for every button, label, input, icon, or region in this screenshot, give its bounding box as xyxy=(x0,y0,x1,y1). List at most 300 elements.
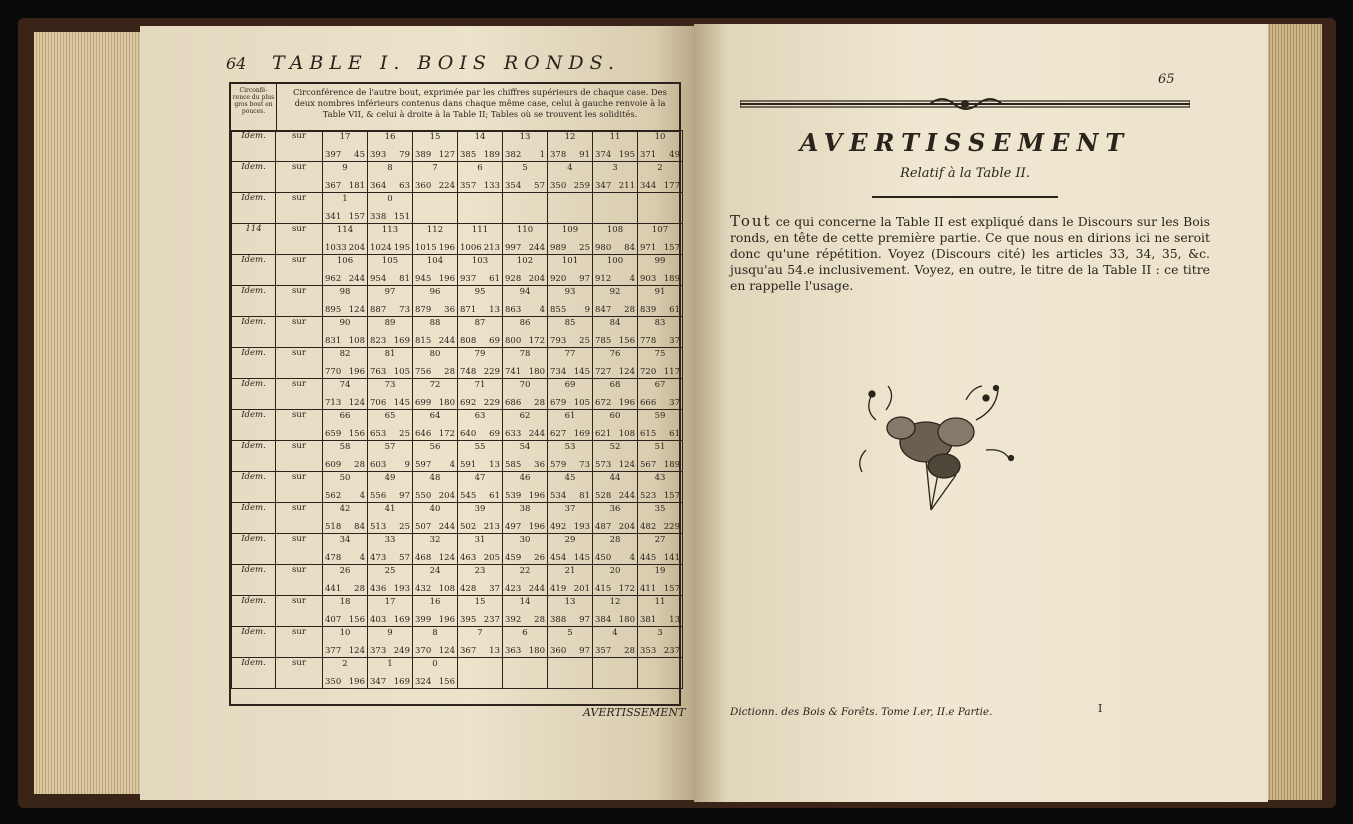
table-cell xyxy=(323,162,368,193)
cell-circumference: 87 xyxy=(474,318,486,328)
cell-ref-table-vii: 686 xyxy=(505,398,522,408)
cell-circumference: 110 xyxy=(516,225,534,235)
cell-ref-table-vii: 734 xyxy=(550,367,567,377)
table-cell xyxy=(638,379,683,410)
table-header xyxy=(231,84,679,132)
cell-circumference: 90 xyxy=(339,318,351,328)
cell-ref-table-vii: 428 xyxy=(460,584,477,594)
cell-ref-table-ii: 237 xyxy=(483,615,500,625)
cell-circumference: 80 xyxy=(429,349,441,359)
cell-ref-table-ii: 36 xyxy=(534,460,545,470)
cell-circumference: 17 xyxy=(339,132,351,142)
cell-circumference: 96 xyxy=(429,287,441,297)
signature-mark: I xyxy=(1098,702,1103,715)
table-cell xyxy=(323,379,368,410)
cell-ref-table-ii: 229 xyxy=(483,398,500,408)
cell-circumference: 98 xyxy=(339,287,351,297)
notice-title: AVERTISSEMENT xyxy=(799,128,1131,157)
table-cell xyxy=(638,503,683,534)
cell-ref-table-ii: 61 xyxy=(489,491,500,501)
title-rule xyxy=(872,196,1058,198)
cell-ref-table-vii: 912 xyxy=(595,274,612,284)
row-label: Idem. xyxy=(232,627,276,658)
table-cell xyxy=(323,193,368,224)
table-cell xyxy=(638,193,683,224)
cell-ref-table-ii: 79 xyxy=(399,150,410,160)
table-cell xyxy=(368,224,413,255)
cell-ref-table-ii: 63 xyxy=(399,181,410,191)
cell-ref-table-ii: 97 xyxy=(579,615,590,625)
cell-ref-table-ii: 145 xyxy=(573,367,590,377)
cell-circumference: 89 xyxy=(384,318,396,328)
cell-circumference: 101 xyxy=(561,256,579,266)
cell-ref-table-ii: 229 xyxy=(483,367,500,377)
cell-ref-table-vii: 513 xyxy=(370,522,387,532)
row-label: Idem. xyxy=(232,534,276,565)
table-cell xyxy=(368,658,413,689)
cell-ref-table-ii: 57 xyxy=(399,553,410,563)
cell-ref-table-ii: 224 xyxy=(438,181,455,191)
table-cell xyxy=(638,348,683,379)
cell-ref-table-vii: 360 xyxy=(415,181,432,191)
table-cell xyxy=(458,534,503,565)
table-cell xyxy=(368,193,413,224)
cell-ref-table-ii: 193 xyxy=(393,584,410,594)
cell-circumference: 2 xyxy=(657,163,663,173)
cell-ref-table-vii: 989 xyxy=(550,243,567,253)
cell-circumference: 50 xyxy=(339,473,351,483)
cell-circumference: 77 xyxy=(564,349,576,359)
cell-ref-table-vii: 545 xyxy=(460,491,477,501)
cell-ref-table-ii: 169 xyxy=(393,336,410,346)
row-label: 114 xyxy=(232,224,276,255)
row-label: Idem. xyxy=(232,565,276,596)
cell-ref-table-vii: 653 xyxy=(370,429,387,439)
cell-ref-table-ii: 196 xyxy=(438,615,455,625)
cell-ref-table-ii: 244 xyxy=(438,522,455,532)
cell-ref-table-vii: 354 xyxy=(505,181,522,191)
row-sur: sur xyxy=(276,410,323,441)
cell-ref-table-ii: 237 xyxy=(663,646,680,656)
row-sur: sur xyxy=(276,131,323,162)
cell-circumference: 86 xyxy=(519,318,531,328)
body-text: ce qui concerne la Table II est expliqué dans le Discours sur les Bois ronds, en tête de cette première partie. Ce que nous en dirions ici ne seroit donc qu'une répétition. Voyez (Discours cité) les articles 33, 34, 35, &c. jusqu'au 54.e inclusivement. Voyez, en outre, le titre de la Table II : ce titre en rappelle l'usage. xyxy=(730,214,1210,293)
cell-ref-table-ii: 4 xyxy=(629,274,635,284)
table-cell xyxy=(548,596,593,627)
cell-ref-table-vii: 350 xyxy=(550,181,567,191)
cell-ref-table-ii: 13 xyxy=(489,305,500,315)
cell-circumference: 6 xyxy=(522,628,528,638)
cell-circumference: 49 xyxy=(384,473,396,483)
cell-ref-table-vii: 887 xyxy=(370,305,387,315)
row-label: Idem. xyxy=(232,131,276,162)
cell-circumference: 39 xyxy=(474,504,486,514)
cell-ref-table-vii: 945 xyxy=(415,274,432,284)
cell-ref-table-vii: 367 xyxy=(460,646,477,656)
table-cell xyxy=(413,162,458,193)
table-cell xyxy=(413,410,458,441)
cell-ref-table-ii: 244 xyxy=(528,429,545,439)
table-cell xyxy=(368,565,413,596)
cell-ref-table-vii: 903 xyxy=(640,274,657,284)
table-cell xyxy=(638,441,683,472)
cell-ref-table-ii: 145 xyxy=(573,553,590,563)
cell-ref-table-ii: 244 xyxy=(618,491,635,501)
table-cell xyxy=(548,472,593,503)
table-cell xyxy=(548,224,593,255)
table-cell xyxy=(503,379,548,410)
cell-ref-table-ii: 25 xyxy=(579,243,590,253)
cell-circumference: 1 xyxy=(342,194,348,204)
cell-circumference: 16 xyxy=(384,132,396,142)
cell-ref-table-ii: 81 xyxy=(399,274,410,284)
cell-ref-table-vii: 871 xyxy=(460,305,477,315)
cell-ref-table-vii: 523 xyxy=(640,491,657,501)
row-label: Idem. xyxy=(232,379,276,410)
cell-ref-table-vii: 659 xyxy=(325,429,342,439)
cell-circumference: 7 xyxy=(477,628,483,638)
table-row xyxy=(232,193,683,224)
cell-ref-table-ii: 196 xyxy=(348,367,365,377)
cell-ref-table-vii: 879 xyxy=(415,305,432,315)
table-cell xyxy=(368,255,413,286)
body-lead: Tout xyxy=(730,212,772,230)
cell-ref-table-ii: 49 xyxy=(669,150,680,160)
cell-circumference: 94 xyxy=(519,287,531,297)
cell-ref-table-ii: 108 xyxy=(618,429,635,439)
cell-circumference: 40 xyxy=(429,504,441,514)
cell-circumference: 52 xyxy=(609,442,621,452)
cell-circumference: 27 xyxy=(654,535,666,545)
cell-circumference: 3 xyxy=(657,628,663,638)
cell-ref-table-ii: 124 xyxy=(618,460,635,470)
cell-ref-table-vii: 962 xyxy=(325,274,342,284)
row-sur: sur xyxy=(276,224,323,255)
table-cell xyxy=(458,627,503,658)
cell-ref-table-ii: 124 xyxy=(348,305,365,315)
table-cell xyxy=(413,131,458,162)
cell-ref-table-ii: 25 xyxy=(399,522,410,532)
cell-ref-table-vii: 367 xyxy=(325,181,342,191)
table-cell xyxy=(548,441,593,472)
cell-circumference: 93 xyxy=(564,287,576,297)
cell-circumference: 15 xyxy=(429,132,441,142)
cell-ref-table-ii: 229 xyxy=(663,522,680,532)
cell-ref-table-ii: 28 xyxy=(534,615,545,625)
table-cell xyxy=(413,193,458,224)
cell-circumference: 102 xyxy=(516,256,534,266)
cell-ref-table-vii: 487 xyxy=(595,522,612,532)
cell-ref-table-ii: 97 xyxy=(399,491,410,501)
catchword: AVERTISSEMENT xyxy=(583,706,686,719)
cell-circumference: 23 xyxy=(474,566,486,576)
cell-ref-table-ii: 13 xyxy=(489,460,500,470)
cell-ref-table-vii: 609 xyxy=(325,460,342,470)
table-cell xyxy=(368,379,413,410)
table-cell xyxy=(458,379,503,410)
cell-circumference: 8 xyxy=(432,628,438,638)
cell-circumference: 9 xyxy=(387,628,393,638)
cell-circumference: 84 xyxy=(609,318,621,328)
cell-ref-table-vii: 539 xyxy=(505,491,522,501)
cell-ref-table-ii: 195 xyxy=(618,150,635,160)
cell-ref-table-ii: 28 xyxy=(444,367,455,377)
table-cell xyxy=(413,317,458,348)
cell-ref-table-ii: 91 xyxy=(579,150,590,160)
table-cell xyxy=(593,162,638,193)
cell-ref-table-vii: 497 xyxy=(505,522,522,532)
page-edges-left xyxy=(34,32,142,794)
cell-ref-table-vii: 863 xyxy=(505,305,522,315)
cell-circumference: 66 xyxy=(339,411,351,421)
cell-circumference: 12 xyxy=(609,597,621,607)
cell-ref-table-ii: 105 xyxy=(393,367,410,377)
cell-ref-table-vii: 727 xyxy=(595,367,612,377)
table-cell xyxy=(638,162,683,193)
cell-circumference: 14 xyxy=(474,132,486,142)
cell-circumference: 46 xyxy=(519,473,531,483)
cell-ref-table-ii: 193 xyxy=(573,522,590,532)
cell-ref-table-ii: 124 xyxy=(438,646,455,656)
table-cell xyxy=(368,503,413,534)
left-page-number: 64 xyxy=(226,54,247,73)
cell-circumference: 62 xyxy=(519,411,531,421)
cell-circumference: 99 xyxy=(654,256,666,266)
table-cell xyxy=(458,286,503,317)
cell-ref-table-ii: 117 xyxy=(663,367,680,377)
cell-ref-table-vii: 382 xyxy=(505,150,522,160)
cell-ref-table-vii: 997 xyxy=(505,243,522,253)
row-label: Idem. xyxy=(232,410,276,441)
table-cell xyxy=(413,627,458,658)
table-cell xyxy=(503,627,548,658)
table-cell xyxy=(458,596,503,627)
table-cell xyxy=(458,658,503,689)
cell-circumference: 54 xyxy=(519,442,531,452)
table-cell xyxy=(413,441,458,472)
table-grid xyxy=(231,130,683,689)
cell-ref-table-vii: 478 xyxy=(325,553,342,563)
cell-ref-table-ii: 13 xyxy=(489,646,500,656)
table-cell xyxy=(638,472,683,503)
cell-circumference: 75 xyxy=(654,349,666,359)
cell-ref-table-ii: 196 xyxy=(438,274,455,284)
cell-circumference: 113 xyxy=(381,225,399,235)
cell-ref-table-vii: 615 xyxy=(640,429,657,439)
cell-ref-table-vii: 971 xyxy=(640,243,657,253)
table-cell xyxy=(593,441,638,472)
table-cell xyxy=(413,379,458,410)
table-cell xyxy=(548,193,593,224)
cell-circumference: 58 xyxy=(339,442,351,452)
cell-circumference: 2 xyxy=(342,659,348,669)
table-cell xyxy=(548,255,593,286)
cell-ref-table-vii: 371 xyxy=(640,150,657,160)
cell-ref-table-ii: 124 xyxy=(618,367,635,377)
table-cell xyxy=(413,348,458,379)
cell-ref-table-ii: 156 xyxy=(438,677,455,687)
cell-ref-table-vii: 579 xyxy=(550,460,567,470)
cell-circumference: 22 xyxy=(519,566,531,576)
notice-body xyxy=(730,213,1210,294)
cell-ref-table-vii: 360 xyxy=(550,646,567,656)
cell-ref-table-vii: 450 xyxy=(595,553,612,563)
cell-ref-table-vii: 338 xyxy=(370,212,387,222)
row-sur: sur xyxy=(276,379,323,410)
cell-circumference: 53 xyxy=(564,442,576,452)
header-left-cell: Circonfé-rence du plus gros bout en pouces. xyxy=(231,84,277,130)
cell-ref-table-vii: 381 xyxy=(640,615,657,625)
cell-ref-table-ii: 61 xyxy=(489,274,500,284)
cell-ref-table-vii: 847 xyxy=(595,305,612,315)
cell-circumference: 64 xyxy=(429,411,441,421)
cell-ref-table-ii: 9 xyxy=(404,460,410,470)
cell-ref-table-vii: 808 xyxy=(460,336,477,346)
cell-ref-table-vii: 692 xyxy=(460,398,477,408)
cell-circumference: 0 xyxy=(387,194,393,204)
table-cell xyxy=(323,348,368,379)
table-row xyxy=(232,286,683,317)
row-label: Idem. xyxy=(232,255,276,286)
table-row xyxy=(232,627,683,658)
table-cell xyxy=(593,255,638,286)
cell-circumference: 65 xyxy=(384,411,396,421)
cell-ref-table-vii: 763 xyxy=(370,367,387,377)
cell-ref-table-vii: 597 xyxy=(415,460,432,470)
cell-ref-table-vii: 1006 xyxy=(460,243,482,253)
cell-ref-table-ii: 244 xyxy=(438,336,455,346)
cell-ref-table-vii: 585 xyxy=(505,460,522,470)
cell-ref-table-ii: 81 xyxy=(579,491,590,501)
table-cell xyxy=(638,565,683,596)
table-cell xyxy=(503,131,548,162)
cell-circumference: 14 xyxy=(519,597,531,607)
table-cell xyxy=(503,596,548,627)
table-cell xyxy=(503,410,548,441)
cell-ref-table-ii: 13 xyxy=(669,615,680,625)
cell-circumference: 55 xyxy=(474,442,486,452)
flower-bouquet-icon xyxy=(846,380,1016,520)
table-cell xyxy=(323,627,368,658)
cell-circumference: 11 xyxy=(609,132,621,142)
cell-ref-table-ii: 9 xyxy=(584,305,590,315)
table-cell xyxy=(638,596,683,627)
cell-ref-table-ii: 196 xyxy=(618,398,635,408)
table-cell xyxy=(368,348,413,379)
row-sur: sur xyxy=(276,441,323,472)
cell-ref-table-ii: 213 xyxy=(483,522,500,532)
cell-ref-table-ii: 259 xyxy=(573,181,590,191)
table-cell xyxy=(458,503,503,534)
cell-circumference: 60 xyxy=(609,411,621,421)
cell-circumference: 97 xyxy=(384,287,396,297)
row-sur: sur xyxy=(276,503,323,534)
cell-ref-table-ii: 127 xyxy=(438,150,455,160)
row-label: Idem. xyxy=(232,503,276,534)
row-label: Idem. xyxy=(232,348,276,379)
cell-circumference: 6 xyxy=(477,163,483,173)
table-cell xyxy=(593,658,638,689)
table-cell xyxy=(323,441,368,472)
cell-ref-table-vii: 341 xyxy=(325,212,342,222)
cell-ref-table-vii: 419 xyxy=(550,584,567,594)
cell-ref-table-ii: 4 xyxy=(539,305,545,315)
cell-ref-table-ii: 1 xyxy=(539,150,545,160)
table-cell xyxy=(548,565,593,596)
cell-ref-table-ii: 36 xyxy=(444,305,455,315)
table-cell xyxy=(413,224,458,255)
cell-ref-table-ii: 180 xyxy=(528,646,545,656)
bois-ronds-table xyxy=(229,82,681,706)
table-row xyxy=(232,472,683,503)
cell-ref-table-vii: 403 xyxy=(370,615,387,625)
table-cell xyxy=(458,162,503,193)
cell-ref-table-ii: 172 xyxy=(438,429,455,439)
cell-circumference: 85 xyxy=(564,318,576,328)
cell-ref-table-ii: 124 xyxy=(438,553,455,563)
row-sur: sur xyxy=(276,658,323,689)
table-row xyxy=(232,441,683,472)
table-cell xyxy=(413,534,458,565)
cell-ref-table-ii: 28 xyxy=(354,584,365,594)
row-sur: sur xyxy=(276,286,323,317)
table-cell xyxy=(503,317,548,348)
cell-ref-table-vii: 679 xyxy=(550,398,567,408)
cell-circumference: 51 xyxy=(654,442,666,452)
table-cell xyxy=(593,534,638,565)
cell-ref-table-ii: 213 xyxy=(483,243,500,253)
table-cell xyxy=(593,317,638,348)
cell-ref-table-vii: 473 xyxy=(370,553,387,563)
ornament-band-icon xyxy=(740,96,1190,112)
table-cell xyxy=(323,658,368,689)
cell-ref-table-vii: 1024 xyxy=(370,243,392,253)
cell-ref-table-ii: 45 xyxy=(354,150,365,160)
cell-circumference: 29 xyxy=(564,535,576,545)
cell-ref-table-vii: 492 xyxy=(550,522,567,532)
table-cell xyxy=(413,565,458,596)
cell-circumference: 48 xyxy=(429,473,441,483)
row-sur: sur xyxy=(276,348,323,379)
table-cell xyxy=(548,162,593,193)
cell-ref-table-ii: 4 xyxy=(629,553,635,563)
cell-circumference: 81 xyxy=(384,349,396,359)
cell-ref-table-vii: 550 xyxy=(415,491,432,501)
cell-circumference: 24 xyxy=(429,566,441,576)
cell-circumference: 59 xyxy=(654,411,666,421)
table-cell xyxy=(503,534,548,565)
cell-ref-table-vii: 699 xyxy=(415,398,432,408)
table-row xyxy=(232,255,683,286)
cell-circumference: 114 xyxy=(336,225,354,235)
cell-circumference: 67 xyxy=(654,380,666,390)
cell-circumference: 112 xyxy=(426,225,444,235)
cell-circumference: 4 xyxy=(567,163,573,173)
table-cell xyxy=(548,503,593,534)
cell-circumference: 44 xyxy=(609,473,621,483)
table-cell xyxy=(413,503,458,534)
row-label: Idem. xyxy=(232,658,276,689)
cell-ref-table-ii: 108 xyxy=(438,584,455,594)
cell-circumference: 11 xyxy=(654,597,666,607)
row-sur: sur xyxy=(276,565,323,596)
cell-circumference: 61 xyxy=(564,411,576,421)
cell-ref-table-vii: 713 xyxy=(325,398,342,408)
table-cell xyxy=(638,224,683,255)
cell-ref-table-vii: 823 xyxy=(370,336,387,346)
cell-ref-table-ii: 157 xyxy=(663,584,680,594)
cell-ref-table-vii: 640 xyxy=(460,429,477,439)
